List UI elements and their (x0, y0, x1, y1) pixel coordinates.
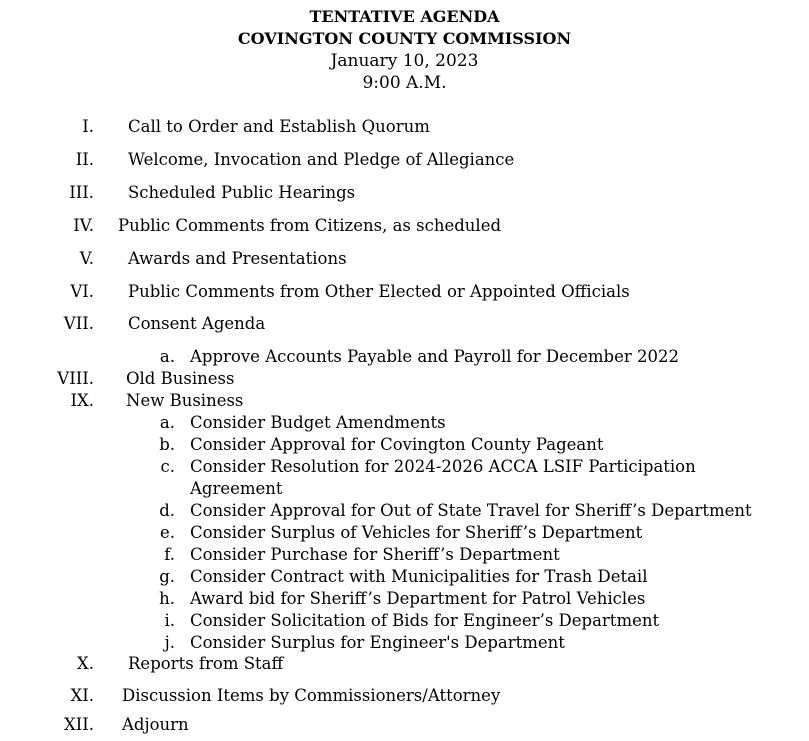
subitem-letter: d. (159, 501, 175, 520)
subitem-text: Consider Solicitation of Bids for Engineer’s Department (190, 611, 660, 630)
item-text: Public Comments from Other Elected or Appointed Officials (128, 282, 630, 301)
item-number: IX. (70, 391, 94, 410)
subitem-letter: f. (164, 545, 175, 564)
subitem-letter: e. (159, 523, 175, 542)
item-number: X. (77, 654, 94, 673)
meeting-date: January 10, 2023 (330, 51, 479, 71)
subitem-text: Consider Resolution for 2024-2026 ACCA LSIF Participation (190, 457, 696, 476)
item-text: Call to Order and Establish Quorum (128, 117, 430, 136)
commission-name: COVINGTON COUNTY COMMISSION (237, 29, 572, 48)
subitem-text: Consider Approval for Covington County Pageant (190, 435, 604, 454)
item-number: XII. (63, 715, 94, 734)
subitem-letter: h. (159, 589, 175, 608)
subitem-text: Consider Budget Amendments (190, 413, 446, 432)
subitem-letter: i. (164, 611, 175, 630)
item-text: Adjourn (122, 715, 189, 734)
subitem-text: Consider Surplus of Vehicles for Sheriff’s Department (190, 523, 643, 542)
subitem-letter: g. (159, 567, 175, 586)
item-text: Scheduled Public Hearings (128, 183, 356, 202)
item-text: Discussion Items by Commissioners/Attorney (122, 686, 501, 705)
subitem-text: Consider Surplus for Engineer's Department (190, 633, 565, 652)
item-number: XI. (70, 686, 94, 705)
subitem-text: Consider Approval for Out of State Travel for Sheriff’s Department (190, 501, 752, 520)
item-text: Awards and Presentations (128, 249, 347, 268)
subitem-letter: j. (164, 633, 175, 652)
subitem-text: Award bid for Sheriff’s Department for Patrol Vehicles (190, 589, 646, 608)
subitem-text: Approve Accounts Payable and Payroll for December 2022 (190, 347, 680, 366)
subitem-letter: a. (159, 347, 175, 366)
item-number: I. (82, 117, 94, 136)
subitem-text: Consider Purchase for Sheriff’s Department (190, 545, 560, 564)
item-number: VII. (63, 314, 94, 333)
subitem-letter: a. (159, 413, 175, 432)
item-number: VIII. (57, 369, 94, 388)
item-text: Consent Agenda (128, 314, 266, 333)
agenda-header (0, 6, 809, 94)
item-text: Reports from Staff (128, 654, 284, 673)
item-number: IV. (73, 216, 94, 235)
item-number: VI. (70, 282, 94, 301)
meeting-time: 9:00 A.M. (362, 73, 447, 93)
item-text: Welcome, Invocation and Pledge of Allegiance (128, 150, 515, 169)
subitem-letter: b. (159, 435, 175, 454)
subitem-text-continued: Agreement (190, 479, 283, 498)
item-text: Old Business (126, 369, 235, 388)
item-number: V. (79, 249, 94, 268)
item-number: II. (75, 150, 94, 169)
item-number: III. (69, 183, 94, 202)
item-text: Public Comments from Citizens, as scheduled (118, 216, 502, 235)
item-text: New Business (126, 391, 244, 410)
subitem-letter: c. (160, 457, 175, 476)
agenda-title: TENTATIVE AGENDA (309, 7, 500, 26)
subitem-text: Consider Contract with Municipalities for Trash Detail (190, 567, 648, 586)
